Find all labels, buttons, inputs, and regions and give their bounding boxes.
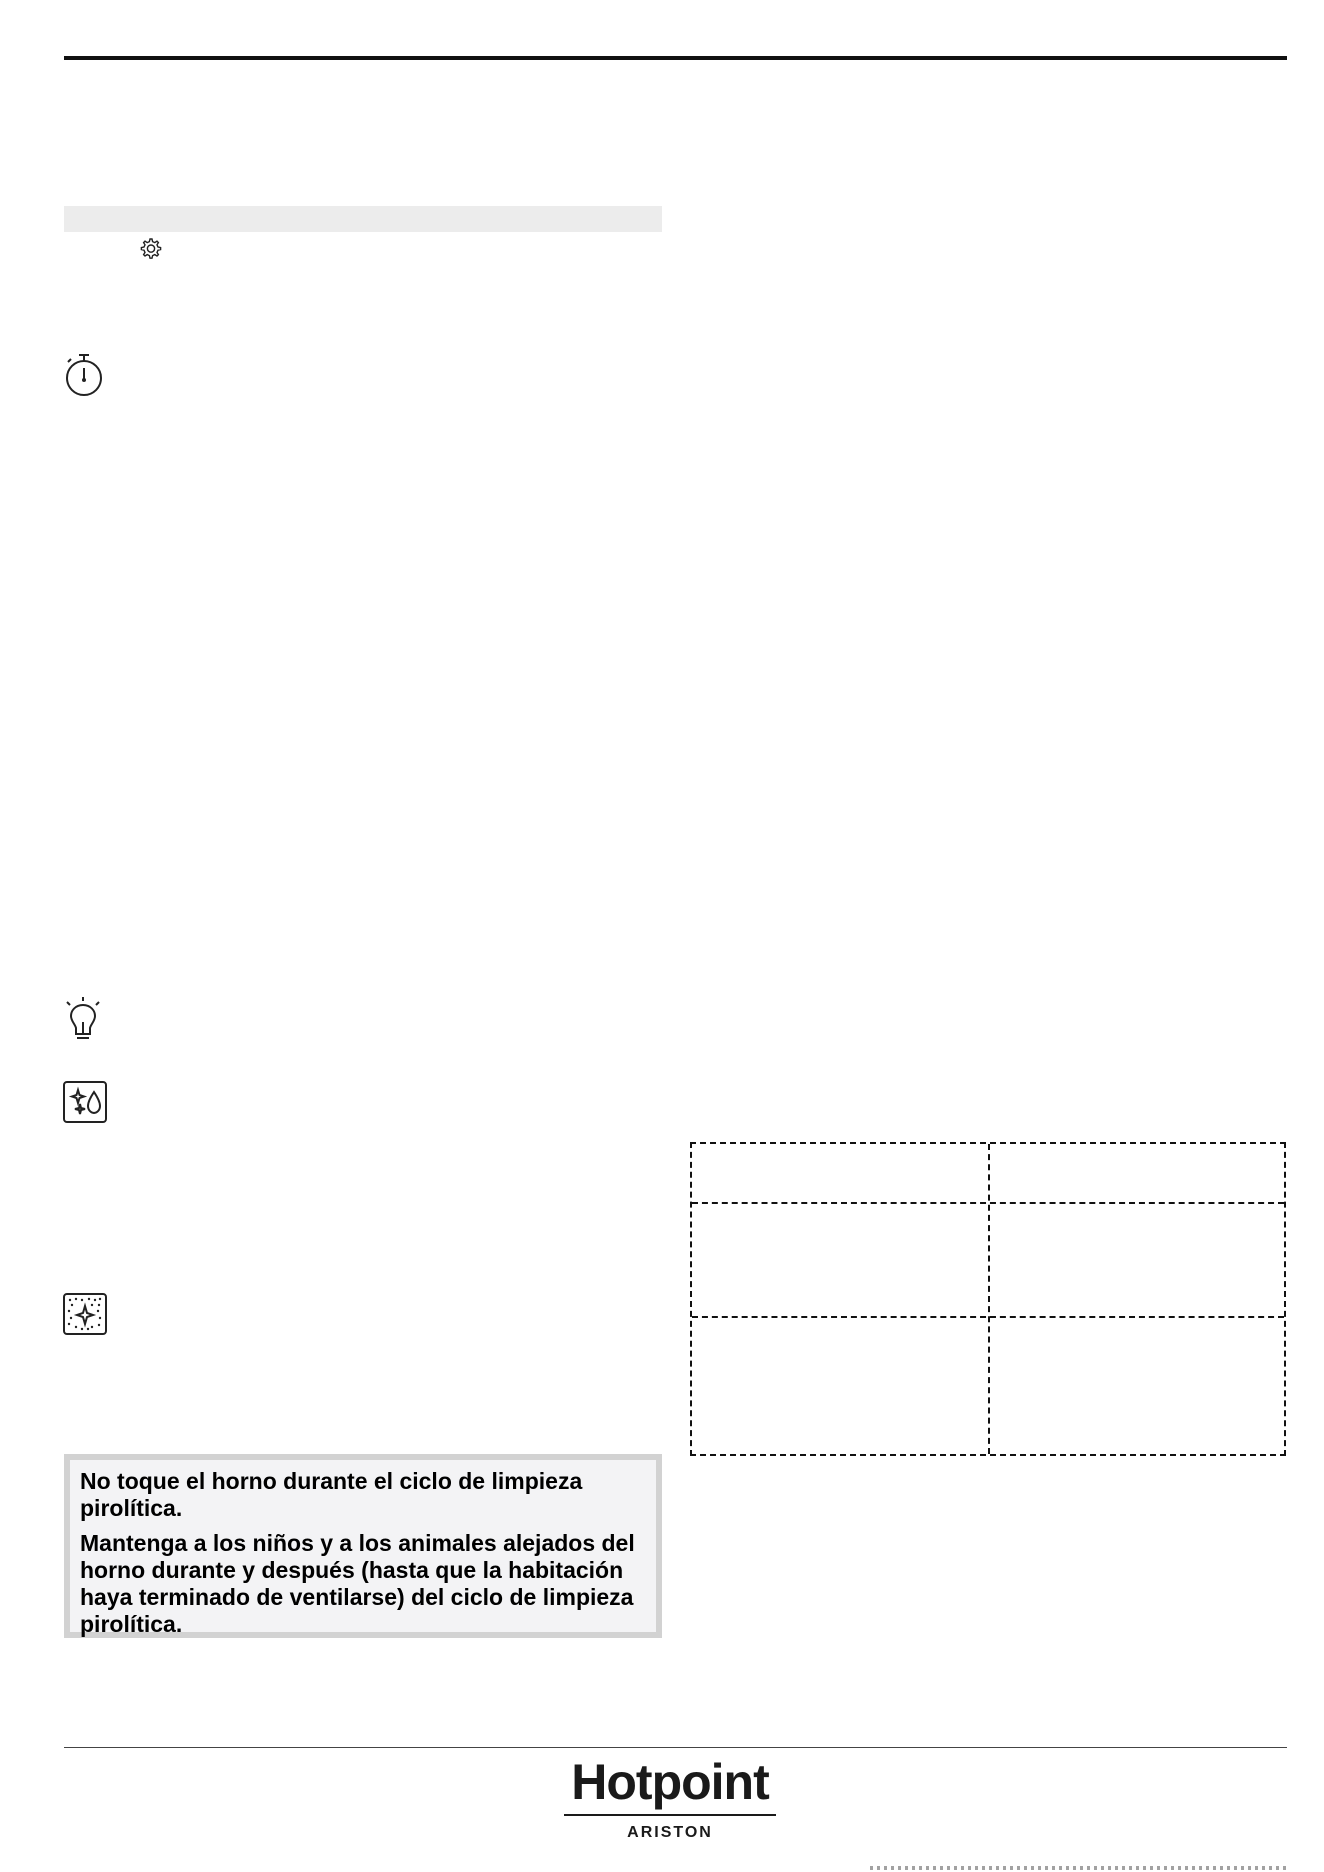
gear-icon — [137, 236, 163, 262]
pyrolytic-warning-box — [64, 1454, 662, 1638]
steam-clean-icon — [62, 1080, 108, 1124]
data-table — [690, 1142, 1286, 1456]
timer-icon — [62, 352, 106, 398]
section-header-bar — [64, 206, 662, 232]
scan-artifact — [870, 1866, 1290, 1870]
top-rule — [64, 56, 1287, 60]
brand-logo — [560, 1752, 780, 1840]
light-bulb-icon — [62, 996, 104, 1044]
footer-rule — [64, 1747, 1287, 1748]
pyrolytic-clean-icon — [62, 1292, 108, 1336]
logo-underline — [564, 1814, 776, 1816]
warning-text-2: Mantenga a los niños y a los animales alejados del horno durante y después (hasta que la habitación haya terminado de ventilarse) del ciclo de limpieza pirolítica. — [80, 1530, 635, 1637]
brand-name: Hotpoint — [571, 1754, 769, 1810]
brand-subname: ARISTON — [627, 1824, 713, 1841]
table-column-divider — [988, 1144, 990, 1454]
table-header-divider — [692, 1202, 1284, 1204]
warning-text-1: No toque el horno durante el ciclo de limpieza pirolítica. — [80, 1468, 583, 1521]
table-row-divider — [692, 1316, 1284, 1318]
